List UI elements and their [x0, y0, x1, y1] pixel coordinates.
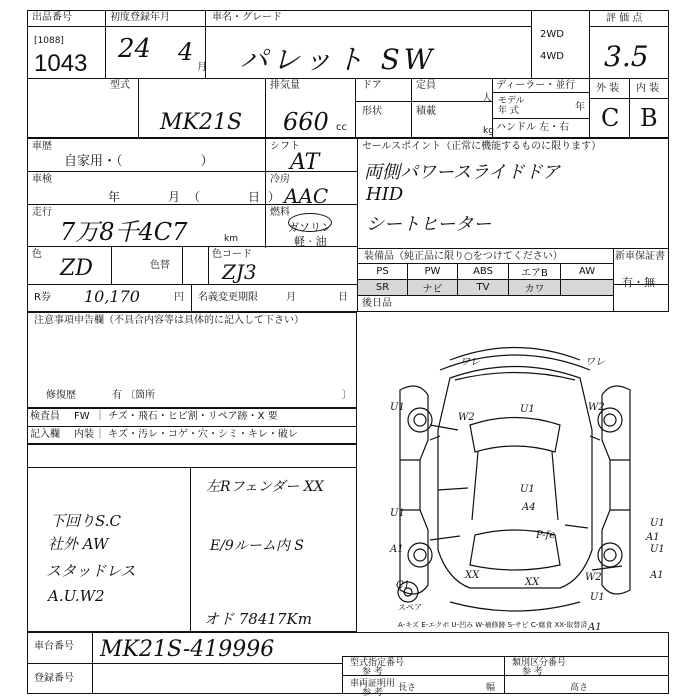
type-cert-ref: 参 考	[362, 667, 383, 677]
class-ref: 参 考	[522, 667, 543, 677]
note-room: E/9ルーム内 S	[210, 538, 304, 554]
damage-mark: W2	[585, 572, 602, 583]
damage-mark: U1	[520, 404, 535, 415]
first-reg-month: 4	[178, 38, 194, 66]
first-reg-label: 初度登録年月	[110, 12, 170, 23]
damage-mark: W2	[588, 402, 605, 413]
selling-point-3: シートヒーター	[366, 214, 492, 235]
damage-mark: C1	[396, 580, 411, 591]
color-code: ZJ3	[222, 260, 257, 284]
car-damage-diagram	[360, 340, 670, 630]
damage-mark: ワレ	[585, 357, 605, 368]
cc-unit: cc	[336, 122, 347, 133]
ext-grade: C	[601, 104, 620, 132]
class-label: 類別区分番号	[512, 658, 567, 668]
damage-mark: U1	[390, 508, 405, 519]
equip-tv: TV	[457, 279, 509, 296]
equip-leather: カワ	[508, 279, 561, 296]
damage-mark: U1	[590, 592, 605, 603]
int-label: 内 装	[636, 83, 660, 94]
repair-value: 有 〔箇所	[112, 390, 156, 401]
fuel-circle	[288, 213, 332, 232]
model-name: パレット SW	[240, 43, 437, 76]
equip-sr: SR	[357, 279, 408, 296]
chassis-label: 車台番号	[34, 641, 74, 652]
chassis-number: MK21S-419996	[100, 637, 275, 662]
seats-label: 定員	[416, 80, 436, 91]
shape-label: 形状	[362, 106, 382, 117]
vin-cert-ref: 参 考	[362, 688, 383, 698]
damage-mark: XX	[465, 570, 480, 581]
rear-seat-label: 後日品	[362, 298, 392, 309]
fuel-label: 燃料	[270, 207, 290, 218]
damage-mark: P-fe	[536, 530, 556, 541]
shaken-label: 車検	[32, 174, 52, 185]
model-year-label-2: 年 式	[498, 106, 519, 116]
damage-mark: ワレ	[460, 357, 480, 368]
vin-cert-label: 車両証明用	[350, 679, 396, 689]
note-fender: 左Rフェンダー XX	[206, 479, 324, 495]
displacement: 660	[283, 108, 329, 136]
damage-legend: A-キズ E-エクボ U-凹み W-補修跡 S-サビ C-腐食 XX-取替済	[398, 621, 588, 629]
damage-mark: XX	[525, 577, 540, 588]
door-label: ドア	[362, 80, 382, 91]
model-type: MK21S	[160, 110, 243, 135]
ac-label: 冷房	[270, 174, 290, 185]
note-odometer: オド 78417Km	[204, 610, 312, 628]
recycle-label: R券	[34, 292, 51, 303]
note-auw2: A.U.W2	[48, 587, 105, 605]
equip-airbag: エアB	[508, 263, 561, 280]
km-unit: km	[224, 234, 238, 244]
lot-small: [1088]	[34, 36, 64, 46]
shift-label: シフト	[270, 141, 300, 152]
first-reg-year: 24	[118, 34, 152, 64]
length-label: 長さ	[398, 683, 417, 693]
damage-mark: A4	[522, 502, 536, 513]
damage-mark: A1	[588, 622, 602, 630]
inspector-interior-text: ｜ キズ・汚レ・コゲ・穴・シミ・キレ・破レ	[95, 429, 298, 440]
equip-pw: PW	[407, 263, 458, 280]
recycle-value: 10,170	[84, 287, 140, 306]
fuel-light: 軽 · 油	[294, 235, 327, 248]
damage-mark: A1	[646, 532, 660, 543]
rating-label: 評 価 点	[606, 13, 643, 24]
inspector-label-1: 検査員	[30, 411, 60, 422]
lot-label: 出品番号	[32, 12, 72, 23]
type-cert-label: 型式指定番号	[350, 658, 405, 668]
width-label: 幅	[486, 683, 496, 693]
seats-unit: 人	[482, 93, 492, 104]
selling-points-label: セールスポイント（正常に機能するものに限ります）	[362, 141, 602, 152]
model-name-label: 車名・グレード	[212, 12, 282, 23]
warranty-label: 新車保証書	[615, 251, 665, 262]
lot-number: 1043	[34, 50, 88, 77]
damage-mark: U1	[650, 544, 665, 555]
history-label: 車歴	[32, 141, 52, 152]
dealer-label: ディーラー・並行	[496, 80, 576, 91]
damage-mark: U1	[650, 518, 665, 529]
inspector-label-2: 記入欄	[30, 429, 60, 440]
color-change-label: 色替	[150, 260, 170, 271]
equip-navi: ナビ	[407, 279, 458, 296]
first-reg-month-unit: 月	[197, 62, 207, 73]
model-year-label-1: モデル	[498, 96, 525, 106]
ac-value: AAC	[284, 184, 329, 208]
name-change-label: 名義変更期限	[198, 292, 258, 303]
handle-label: ハンドル 左・右	[496, 122, 570, 133]
ext-label: 外 装	[596, 83, 620, 94]
mileage-value: 7万8千4C7	[60, 218, 188, 246]
note-aftermarket-aw: 社外 AW	[48, 535, 109, 553]
equip-ps: PS	[357, 263, 408, 280]
note-studless: スタッドレス	[46, 562, 136, 580]
name-change-month: 月	[286, 292, 296, 303]
damage-mark: U1	[520, 484, 535, 495]
repair-close: 〕	[342, 390, 352, 401]
shaken-value: 年 月（ 日）	[108, 190, 289, 204]
rating-value: 3.5	[604, 40, 649, 73]
fuel-gas: ガソリン	[288, 221, 332, 234]
drive-2wd: 2WD	[540, 29, 564, 40]
inspector-fw-text: ｜ チズ・飛石・ヒビ割・リペア跡・X 要	[95, 411, 278, 422]
damage-mark: W2	[458, 412, 475, 423]
equip-abs: ABS	[457, 263, 509, 280]
recycle-yen: 円	[174, 292, 184, 303]
notes-label: 注意事項申告欄（不具合内容等は具体的に記入して下さい）	[34, 315, 304, 326]
warranty-value: 有・無	[622, 276, 655, 289]
history-value: 自家用・（ ）	[64, 154, 214, 169]
inspector-interior: 内装	[74, 429, 94, 440]
drive-4wd: 4WD	[540, 51, 564, 62]
mileage-label: 走行	[32, 207, 52, 218]
reg-label: 登録番号	[34, 673, 74, 684]
repair-label: 修復歴	[46, 390, 76, 401]
equipment-label: 装備品（純正品に限り○をつけてください）	[364, 251, 563, 262]
load-unit: kg	[483, 126, 494, 136]
damage-mark: A1	[390, 544, 404, 555]
name-change-day: 日	[338, 292, 348, 303]
selling-point-1: 両側パワースライドドア	[364, 162, 561, 183]
color-label: 色	[32, 249, 42, 260]
color-code-label: 色コード	[212, 249, 252, 260]
displacement-label: 排気量	[270, 80, 300, 91]
inspector-fw: FW	[74, 411, 90, 422]
equip-blank	[560, 279, 614, 296]
selling-point-2: HID	[366, 184, 404, 205]
equip-aw: AW	[560, 263, 614, 280]
height-label: 高さ	[570, 683, 589, 693]
note-underbody: 下回りS.C	[50, 512, 121, 530]
model-type-label: 型式	[110, 80, 130, 91]
damage-mark: A1	[650, 570, 664, 581]
int-grade: B	[640, 104, 658, 132]
load-label: 積載	[416, 106, 436, 117]
spare-label: スペア	[398, 603, 422, 612]
color-value: ZD	[60, 256, 93, 281]
shift-value: AT	[290, 150, 320, 175]
damage-mark: U1	[390, 402, 405, 413]
year-unit: 年	[575, 102, 585, 113]
